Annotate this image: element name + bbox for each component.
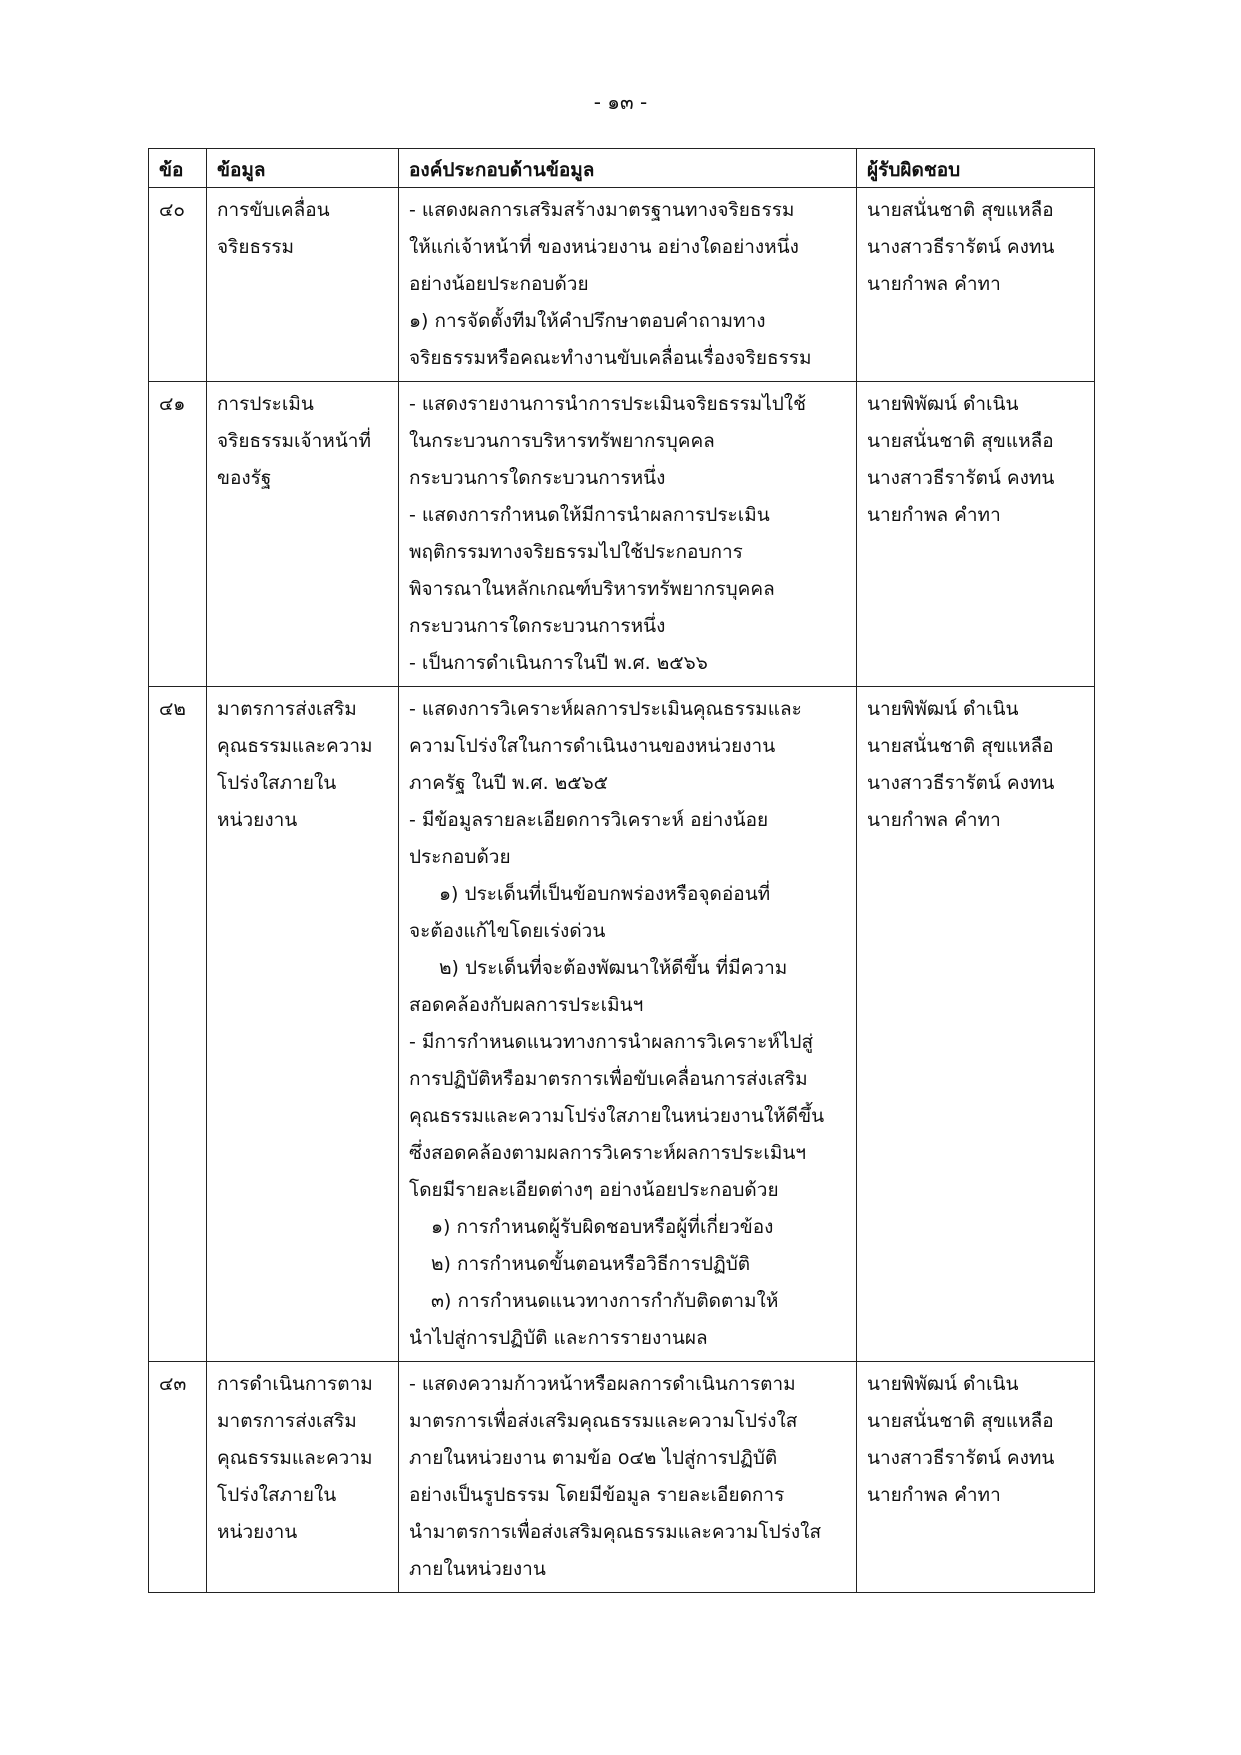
responsible-name: นายกำพล คำทา (867, 504, 1001, 526)
row-responsible (857, 188, 1095, 382)
row-no-text: ๔๐ (159, 199, 185, 221)
table-row (149, 687, 1095, 1362)
row-topic (207, 1362, 399, 1593)
content-line: ๑) ประเด็นที่เป็นข้อบกพร่องหรือจุดอ่อนที่ (439, 883, 771, 905)
topic-line: การดำเนินการตาม (217, 1373, 373, 1395)
topic-line: คุณธรรมและความ (217, 1447, 373, 1469)
content-line: ภายในหน่วยงาน ตามข้อ o๔๒ ไปสู่การปฏิบัติ (409, 1447, 778, 1469)
topic-line: คุณธรรมและความ (217, 735, 373, 757)
responsible-name: นายพิพัฒน์ ดำเนิน (867, 1373, 1019, 1395)
row-no-text: ๔๓ (159, 1373, 187, 1395)
row-content (399, 188, 857, 382)
content-line: ๒) การกำหนดขั้นตอนหรือวิธีการปฏิบัติ (431, 1253, 751, 1275)
row-no (149, 1362, 207, 1593)
content-line: - แสดงการวิเคราะห์ผลการประเมินคุณธรรมและ (409, 698, 802, 720)
data-table (148, 148, 1095, 1593)
content-line: พิจารณาในหลักเกณฑ์บริหารทรัพยากรบุคคล (409, 578, 775, 600)
row-no-text: ๔๒ (159, 698, 186, 720)
topic-line: การขับเคลื่อน (217, 199, 330, 221)
header-topic: ข้อมูล (207, 149, 399, 188)
header-responsible: ผู้รับผิดชอบ (857, 149, 1095, 188)
row-responsible (857, 1362, 1095, 1593)
content-line: การปฏิบัติหรือมาตรการเพื่อขับเคลื่อนการส่งเสริม (409, 1068, 808, 1090)
row-content (399, 687, 857, 1362)
row-topic (207, 188, 399, 382)
responsible-name: นายกำพล คำทา (867, 809, 1001, 831)
row-topic (207, 382, 399, 687)
responsible-name: นายสนั่นชาติ สุขแหลือ (867, 430, 1054, 452)
responsible-name: นายสนั่นชาติ สุขแหลือ (867, 199, 1054, 221)
content-line: - มีการกำหนดแนวทางการนำผลการวิเคราะห์ไปสู่ (409, 1031, 814, 1053)
row-responsible (857, 687, 1095, 1362)
responsible-name: นายพิพัฒน์ ดำเนิน (867, 698, 1019, 720)
responsible-name: นายกำพล คำทา (867, 1484, 1001, 1506)
content-line: สอดคล้องกับผลการประเมินฯ (409, 994, 644, 1016)
content-line: - แสดงผลการเสริมสร้างมาตรฐานทางจริยธรรม (409, 199, 795, 221)
topic-line: จริยธรรมเจ้าหน้าที่ (217, 430, 372, 452)
content-line: - เป็นการดำเนินการในปี พ.ศ. ๒๕๖๖ (409, 652, 708, 674)
content-line: ภายในหน่วยงาน (409, 1558, 546, 1580)
content-line: อย่างเป็นรูปธรรม โดยมีข้อมูล รายละเอียดการ (409, 1484, 785, 1506)
page-number: - ๑๓ - (593, 90, 648, 114)
content-line: ๑) การกำหนดผู้รับผิดชอบหรือผู้ที่เกี่ยวข้อง (431, 1216, 774, 1238)
content-line: ๒) ประเด็นที่จะต้องพัฒนาให้ดีขึ้น ที่มีความ (439, 957, 788, 979)
content-line: - แสดงการกำหนดให้มีการนำผลการประเมิน (409, 504, 770, 526)
content-line: นำไปสู่การปฏิบัติ และการรายงานผล (409, 1327, 708, 1349)
row-content (399, 382, 857, 687)
content-line: ประกอบด้วย (409, 846, 511, 868)
topic-line: มาตรการส่งเสริม (217, 1410, 357, 1432)
topic-line: โปร่งใสภายใน (217, 772, 337, 794)
content-line: โดยมีรายละเอียดต่างๆ อย่างน้อยประกอบด้วย (409, 1179, 779, 1201)
content-line: กระบวนการใดกระบวนการหนึ่ง (409, 615, 666, 637)
topic-line: มาตรการส่งเสริม (217, 698, 357, 720)
row-no (149, 687, 207, 1362)
row-no (149, 188, 207, 382)
content-line: - แสดงความก้าวหน้าหรือผลการดำเนินการตาม (409, 1373, 796, 1395)
topic-line: ของรัฐ (217, 467, 272, 489)
content-line: กระบวนการใดกระบวนการหนึ่ง (409, 467, 666, 489)
content-line: มาตรการเพื่อส่งเสริมคุณธรรมและความโปร่งใส (409, 1410, 798, 1432)
content-line: พฤติกรรมทางจริยธรรมไปใช้ประกอบการ (409, 541, 743, 563)
content-line: ความโปร่งใสในการดำเนินงานของหน่วยงาน (409, 735, 776, 757)
content-line: ซึ่งสอดคล้องตามผลการวิเคราะห์ผลการประเมินฯ (409, 1142, 807, 1164)
content-line: ๑) การจัดตั้งทีมให้คำปรึกษาตอบคำถามทาง (409, 310, 766, 332)
content-line: ให้แก่เจ้าหน้าที่ ของหน่วยงาน อย่างใดอย่างหนึ่ง (409, 236, 799, 258)
responsible-name: นางสาวธีรารัตน์ คงทน (867, 467, 1055, 489)
content-line: จะต้องแก้ไขโดยเร่งด่วน (409, 920, 606, 942)
responsible-name: นางสาวธีรารัตน์ คงทน (867, 772, 1055, 794)
row-topic (207, 687, 399, 1362)
topic-line: โปร่งใสภายใน (217, 1484, 337, 1506)
topic-line: การประเมิน (217, 393, 314, 415)
table-row (149, 188, 1095, 382)
topic-line: หน่วยงาน (217, 1521, 298, 1543)
table-header-row (149, 149, 1095, 188)
content-line: คุณธรรมและความโปร่งใสภายในหน่วยงานให้ดีขึ้น (409, 1105, 825, 1127)
topic-line: หน่วยงาน (217, 809, 298, 831)
row-content (399, 1362, 857, 1593)
table-row (149, 1362, 1095, 1593)
responsible-name: นายพิพัฒน์ ดำเนิน (867, 393, 1019, 415)
content-line: นำมาตรการเพื่อส่งเสริมคุณธรรมและความโปร่งใส (409, 1521, 822, 1543)
responsible-name: นางสาวธีรารัตน์ คงทน (867, 236, 1055, 258)
responsible-name: นายสนั่นชาติ สุขแหลือ (867, 1410, 1054, 1432)
content-line: อย่างน้อยประกอบด้วย (409, 273, 589, 295)
content-line: - แสดงรายงานการนำการประเมินจริยธรรมไปใช้ (409, 393, 806, 415)
topic-line: จริยธรรม (217, 236, 295, 258)
content-line: ในกระบวนการบริหารทรัพยากรบุคคล (409, 430, 715, 452)
row-responsible (857, 382, 1095, 687)
content-line: จริยธรรมหรือคณะทำงานขับเคลื่อนเรื่องจริยธรรม (409, 347, 812, 369)
content-line: ภาครัฐ ในปี พ.ศ. ๒๕๖๕ (409, 772, 609, 794)
responsible-name: นายกำพล คำทา (867, 273, 1001, 295)
row-no-text: ๔๑ (159, 393, 186, 415)
content-line: - มีข้อมูลรายละเอียดการวิเคราะห์ อย่างน้อย (409, 809, 769, 831)
header-no: ข้อ (149, 149, 207, 188)
row-no (149, 382, 207, 687)
table-row (149, 382, 1095, 687)
content-line: ๓) การกำหนดแนวทางการกำกับติดตามให้ (431, 1290, 779, 1312)
responsible-name: นายสนั่นชาติ สุขแหลือ (867, 735, 1054, 757)
header-content: องค์ประกอบด้านข้อมูล (399, 149, 857, 188)
responsible-name: นางสาวธีรารัตน์ คงทน (867, 1447, 1055, 1469)
